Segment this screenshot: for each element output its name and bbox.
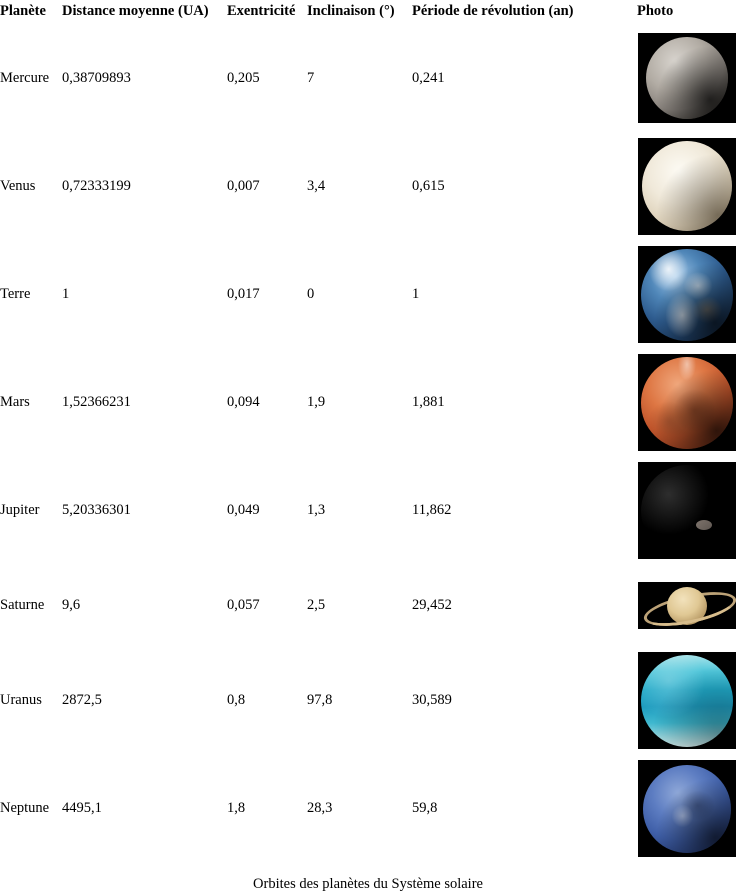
table-row [0, 132, 736, 240]
cell-distance: 1,52366231 [62, 393, 131, 410]
cell-photo [637, 754, 736, 862]
cell-planet: Neptune [0, 799, 50, 816]
cell-inclination: 3,4 [307, 177, 326, 194]
cell-period: 30,589 [412, 691, 452, 708]
cell-inclination: 1,9 [307, 393, 326, 410]
cell-distance: 0,38709893 [62, 69, 131, 86]
cell-planet: Saturne [0, 596, 45, 613]
cell-photo [637, 132, 736, 240]
table-caption: Orbites des planètes du Système solaire [253, 876, 483, 892]
neptune-photo [638, 760, 736, 857]
cell-photo [637, 646, 736, 754]
mars-shadow [641, 357, 733, 449]
cell-eccentricity: 0,017 [227, 285, 260, 302]
table-header-row [0, 0, 736, 24]
cell-planet: Mars [0, 393, 30, 410]
column-header-period: Période de révolution (an) [412, 3, 574, 19]
cell-eccentricity: 0,205 [227, 69, 260, 86]
uranus-shadow [641, 655, 733, 747]
column-header-photo: Photo [637, 3, 674, 19]
cell-planet: Jupiter [0, 501, 40, 518]
column-header-planet: Planète [0, 3, 46, 19]
column-header-eccentricity: Exentricité [227, 3, 296, 19]
table-row [0, 240, 736, 348]
venus-shadow [642, 141, 732, 231]
cell-distance: 4495,1 [62, 799, 102, 816]
table-row [0, 754, 736, 862]
table-row [0, 24, 736, 132]
cell-photo [637, 456, 736, 564]
table-row [0, 348, 736, 456]
cell-inclination: 97,8 [307, 691, 333, 708]
mars-photo [638, 354, 736, 451]
cell-planet: Mercure [0, 69, 50, 86]
cell-planet: Terre [0, 285, 31, 302]
table-row [0, 646, 736, 754]
neptune-shadow [643, 765, 731, 853]
saturn-photo [638, 582, 736, 629]
cell-eccentricity: 0,8 [227, 691, 246, 708]
mercury-photo [638, 33, 736, 123]
cell-eccentricity: 1,8 [227, 799, 246, 816]
cell-period: 0,615 [412, 177, 445, 194]
cell-distance: 2872,5 [62, 691, 102, 708]
cell-period: 0,241 [412, 69, 445, 86]
cell-photo [637, 348, 736, 456]
cell-period: 11,862 [412, 501, 452, 518]
cell-distance: 0,72333199 [62, 177, 131, 194]
venus-photo [638, 138, 736, 235]
uranus-photo [638, 652, 736, 749]
cell-photo [637, 240, 736, 348]
jupiter-shadow [641, 465, 733, 557]
cell-inclination: 2,5 [307, 596, 326, 613]
cell-inclination: 0 [307, 285, 315, 302]
cell-period: 59,8 [412, 799, 438, 816]
jupiter-photo [638, 462, 736, 559]
cell-planet: Uranus [0, 691, 42, 708]
cell-distance: 1 [62, 285, 70, 302]
cell-eccentricity: 0,057 [227, 596, 260, 613]
cell-period: 1 [412, 285, 420, 302]
cell-period: 29,452 [412, 596, 452, 613]
cell-inclination: 1,3 [307, 501, 326, 518]
cell-period: 1,881 [412, 393, 445, 410]
cell-inclination: 28,3 [307, 799, 333, 816]
column-header-distance: Distance moyenne (UA) [62, 3, 209, 19]
earth-photo [638, 246, 736, 343]
cell-eccentricity: 0,094 [227, 393, 260, 410]
column-header-inclination: Inclinaison (°) [307, 3, 395, 19]
table-row [0, 456, 736, 564]
cell-eccentricity: 0,049 [227, 501, 260, 518]
cell-distance: 9,6 [62, 596, 81, 613]
mercury-shadow [646, 37, 728, 119]
cell-distance: 5,20336301 [62, 501, 131, 518]
cell-photo [637, 564, 736, 646]
table-row [0, 564, 736, 646]
earth-shadow [641, 249, 733, 341]
cell-planet: Venus [0, 177, 36, 194]
cell-inclination: 7 [307, 69, 315, 86]
cell-eccentricity: 0,007 [227, 177, 260, 194]
cell-photo [637, 24, 736, 132]
